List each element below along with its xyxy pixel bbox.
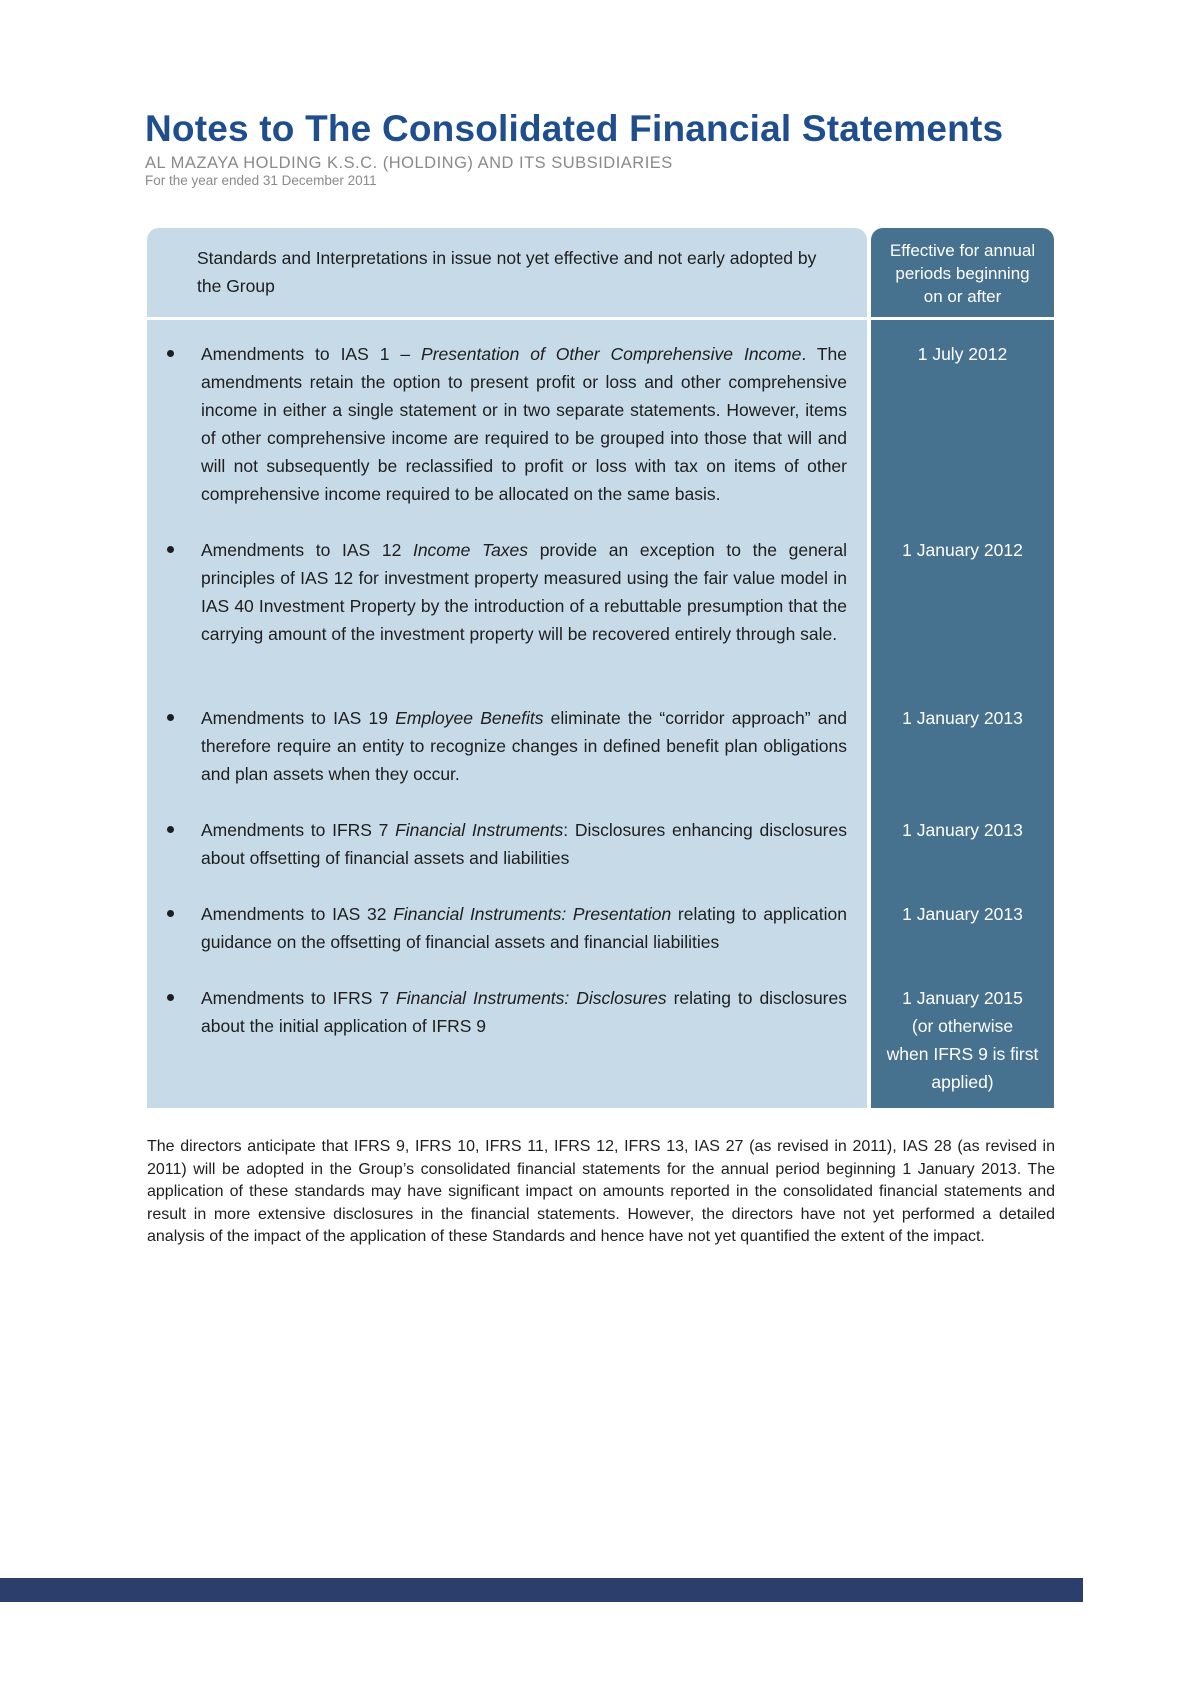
effective-date-header-line: on or after bbox=[923, 287, 1002, 306]
effective-date-header-line: Effective for annual bbox=[889, 241, 1036, 260]
company-name: AL MAZAYA HOLDING K.S.C. (HOLDING) AND ITS SUBSIDIARIES bbox=[145, 154, 673, 172]
bullet-icon bbox=[167, 910, 174, 917]
effective-date: 1 January 2015 (or otherwise when IFRS 9 is first applied) bbox=[886, 988, 1039, 1092]
standards-column-body bbox=[147, 320, 867, 1108]
standards-column-header bbox=[147, 228, 867, 317]
page-header bbox=[145, 108, 1003, 189]
effective-date: 1 January 2013 bbox=[902, 820, 1023, 840]
standard-description: Amendments to IAS 19 Employee Benefits eliminate the “corridor approach” and therefore require an entity to recognize changes in defined benefit plan obligations and plan assets when they occur. bbox=[201, 708, 847, 784]
bullet-icon bbox=[167, 994, 174, 1001]
standard-description: Amendments to IAS 32 Financial Instruments: Presentation relating to application guidance on the offsetting of financial assets and financial liabilities bbox=[201, 904, 847, 952]
standard-description: Amendments to IAS 1 – Presentation of Other Comprehensive Income. The amendments retain the option to present profit or loss and other comprehensive income in either a single statement or in two separate statements. However, items of other comprehensive income are required to be grouped into those that will and will not subsequently be reclassified to profit or loss with tax on items of other comprehensive income required to be allocated on the same basis. bbox=[201, 344, 847, 504]
page-title: Notes to The Consolidated Financial Statements bbox=[145, 108, 1004, 149]
reporting-period: For the year ended 31 December 2011 bbox=[145, 173, 377, 188]
footer-bar bbox=[0, 1578, 1083, 1602]
effective-date-column-body bbox=[871, 320, 1054, 1108]
standard-description: Amendments to IFRS 7 Financial Instruments: Disclosures relating to disclosures about the initial application of IFRS 9 bbox=[201, 988, 847, 1036]
effective-date: 1 July 2012 bbox=[917, 344, 1008, 364]
standard-description: Amendments to IFRS 7 Financial Instruments: Disclosures enhancing disclosures about offsetting of financial assets and liabilities bbox=[201, 820, 847, 868]
effective-date-column-header bbox=[871, 228, 1054, 317]
bullet-icon bbox=[167, 546, 174, 553]
bullet-icon bbox=[167, 714, 174, 721]
bullet-icon bbox=[167, 350, 174, 357]
standards-column-header-text: Standards and Interpretations in issue not yet effective and not early adopted by the Group bbox=[197, 248, 817, 296]
bullet-icon bbox=[167, 826, 174, 833]
standard-description: Amendments to IAS 12 Income Taxes provide an exception to the general principles of IAS 12 for investment property measured using the fair value model in IAS 40 Investment Property by the introduction of a rebuttable presumption that the carrying amount of the investment property will be recovered entirely through sale. bbox=[201, 540, 847, 644]
standards-table bbox=[147, 228, 1054, 1108]
effective-date: 1 January 2013 bbox=[902, 708, 1023, 728]
effective-date: 1 January 2012 bbox=[902, 540, 1023, 560]
effective-date: 1 January 2013 bbox=[902, 904, 1023, 924]
effective-date-header-line: periods beginning bbox=[895, 264, 1030, 283]
directors-note-paragraph: The directors anticipate that IFRS 9, IFRS 10, IFRS 11, IFRS 12, IFRS 13, IAS 27 (as revised in 2011), IAS 28 (as revised in 2011) will be adopted in the Group’s consolidated financial statements for the annual period beginning 1 January 2013. The application of these standards may have significant impact on amounts reported in the consolidated financial statements and result in more extensive disclosures in the financial statements. However, the directors have not yet performed a detailed analysis of the impact of the application of these Standards and hence have not yet quantified the extent of the impact. bbox=[147, 1138, 1055, 1245]
